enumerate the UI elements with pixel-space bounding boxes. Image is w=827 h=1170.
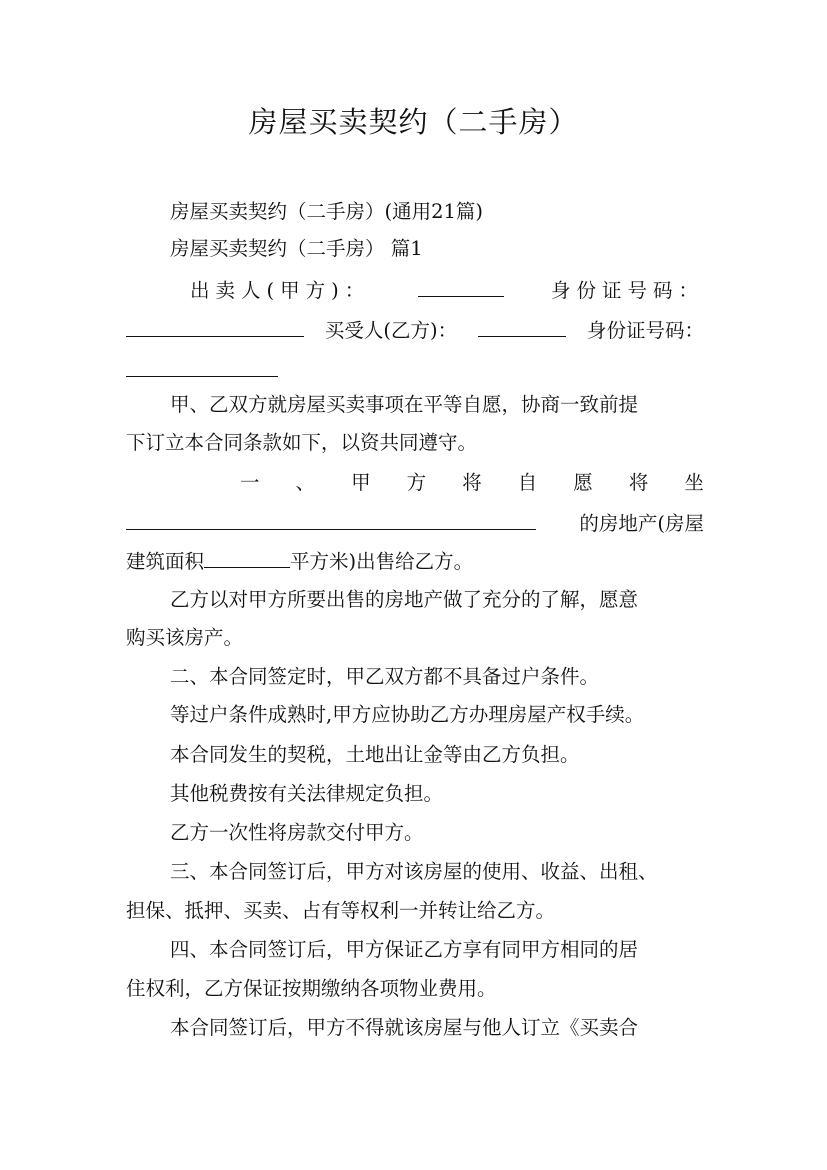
buyer-label: 买受人(乙方)： bbox=[324, 319, 458, 342]
paragraph: 三、本合同签订后，甲方对该房屋的使用、收益、出租、 bbox=[170, 860, 658, 883]
paragraph: 本合同签订后，甲方不得就该房屋与他人订立《买卖合 bbox=[170, 1016, 639, 1039]
seller-id-label: 身份证号码： bbox=[550, 279, 704, 302]
subtitle: 房屋买卖契约（二手房）(通用21篇) bbox=[170, 200, 484, 223]
paragraph: 购买该房产。 bbox=[126, 626, 244, 649]
paragraph: 下订立本合同条款如下，以资共同遵守。 bbox=[126, 431, 478, 454]
paragraph: 乙方以对甲方所要出售的房地产做了充分的了解，愿意 bbox=[170, 588, 639, 611]
paragraph: 其他税费按有关法律规定负担。 bbox=[170, 782, 444, 805]
area-suffix: 平方米)出售给乙方。 bbox=[290, 550, 474, 573]
clause-char: 将 bbox=[462, 471, 482, 494]
paragraph: 担保、抵押、买卖、占有等权利一并转让给乙方。 bbox=[126, 899, 556, 922]
document-title: 房屋买卖契约（二手房） bbox=[248, 105, 579, 139]
buyer-id-line bbox=[126, 354, 704, 386]
area-label: 建筑面积 bbox=[126, 550, 205, 573]
paragraph: 二、本合同签定时，甲乙双方都不具备过户条件。 bbox=[170, 665, 600, 688]
paragraph: 等过户条件成熟时,甲方应协助乙方办理房屋产权手续。 bbox=[170, 703, 645, 726]
clause-1-line bbox=[240, 468, 704, 498]
clause-1-line-3 bbox=[126, 545, 704, 577]
area-blank bbox=[204, 545, 290, 568]
seller-label: 出卖人(甲方)： bbox=[190, 279, 371, 302]
property-text: 的房地产(房屋 bbox=[579, 512, 704, 535]
clause-1-line-2 bbox=[126, 507, 704, 539]
section-heading: 房屋买卖契约（二手房） 篇1 bbox=[170, 237, 423, 260]
clause-char: 方 bbox=[406, 471, 427, 494]
clause-char: 自 bbox=[517, 471, 538, 494]
clause-char: 一 bbox=[240, 471, 260, 494]
paragraph: 住权利，乙方保证按期缴纳各项物业费用。 bbox=[126, 977, 497, 1000]
buyer-id-blank bbox=[126, 354, 278, 377]
clause-char: 将 bbox=[628, 471, 649, 494]
paragraph: 甲、乙双方就房屋买卖事项在平等自愿，协商一致前提 bbox=[170, 393, 639, 416]
address-blank bbox=[126, 507, 536, 530]
clause-char: 坐 bbox=[684, 471, 704, 494]
seller-id-blank bbox=[126, 314, 304, 337]
buyer-name-blank bbox=[478, 314, 566, 337]
paragraph: 四、本合同签订后，甲方保证乙方享有同甲方相同的居 bbox=[170, 938, 639, 961]
clause-char: 、 bbox=[295, 471, 316, 494]
paragraph: 本合同发生的契税，土地出让金等由乙方负担。 bbox=[170, 743, 580, 766]
clause-char: 愿 bbox=[573, 471, 593, 494]
seller-name-blank bbox=[418, 274, 504, 297]
seller-line bbox=[190, 274, 704, 306]
paragraph: 乙方一次性将房款交付甲方。 bbox=[170, 821, 424, 844]
clause-char: 甲 bbox=[351, 471, 371, 494]
buyer-line bbox=[126, 314, 704, 346]
buyer-id-label: 身份证号码： bbox=[586, 319, 704, 342]
